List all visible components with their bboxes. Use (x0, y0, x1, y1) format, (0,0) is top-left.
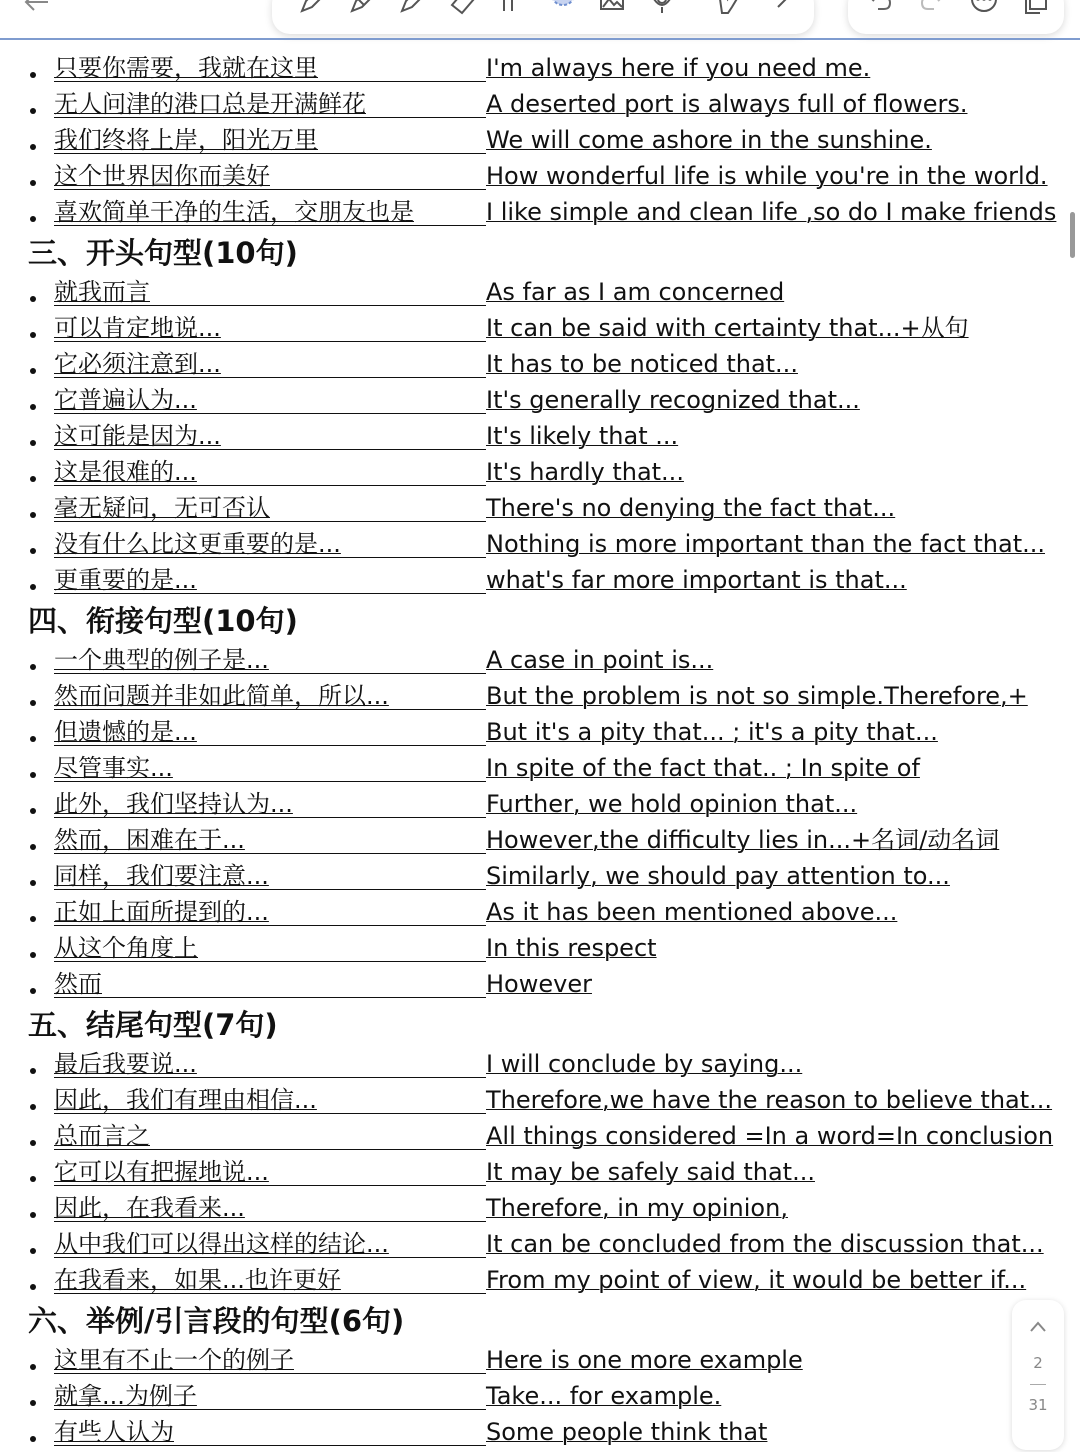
list-item (0, 1120, 1080, 1156)
list-item (0, 1084, 1080, 1120)
chinese-phrase: 有些人认为 (54, 1418, 174, 1446)
list-item (0, 1192, 1080, 1228)
english-phrase: It's generally recognized that... (486, 386, 860, 414)
bullet (30, 108, 36, 114)
english-phrase: However,the difficulty lies in...+名词/动名词 (486, 826, 1000, 854)
chinese-phrase: 一个典型的例子是... (54, 646, 269, 674)
list-item (0, 1380, 1080, 1416)
bullet (30, 1284, 36, 1290)
list-item (0, 528, 1080, 564)
english-phrase: In this respect (486, 934, 657, 962)
list-item (0, 492, 1080, 528)
bullet (30, 512, 36, 518)
more-icon[interactable] (966, 0, 1002, 16)
chinese-phrase: 这个世界因你而美好 (54, 162, 270, 190)
chinese-phrase: 它普遍认为... (54, 386, 197, 414)
chinese-phrase: 最后我要说... (54, 1050, 197, 1078)
english-phrase: It has to be noticed that... (486, 350, 798, 378)
english-phrase: As far as I am concerned (486, 278, 785, 306)
bullet (30, 808, 36, 814)
chinese-phrase: 因此，在我看来... (54, 1194, 245, 1222)
bullet (30, 368, 36, 374)
bullet (30, 1248, 36, 1254)
chinese-phrase: 同样，我们要注意... (54, 862, 269, 890)
bullet (30, 772, 36, 778)
english-phrase: But it's a pity that... ; it's a pity that... (486, 718, 938, 746)
list-item (0, 124, 1080, 160)
bullet (30, 1436, 36, 1442)
section-heading: 六、举例/引言段的句型(6句) (28, 1304, 405, 1338)
chinese-phrase: 这可能是因为... (54, 422, 221, 450)
chinese-phrase: 只要你需要，我就在这里 (54, 54, 318, 82)
bullet (30, 844, 36, 850)
marker-icon[interactable] (394, 0, 430, 16)
chinese-phrase: 然而 (54, 970, 102, 998)
chinese-phrase: 它可以有把握地说... (54, 1158, 269, 1186)
list-item (0, 896, 1080, 932)
english-phrase: It's hardly that... (486, 458, 684, 486)
bullet (30, 1364, 36, 1370)
list-item (0, 752, 1080, 788)
bullet (30, 404, 36, 410)
bullet (30, 1068, 36, 1074)
list-item (0, 824, 1080, 860)
english-phrase: However (486, 970, 592, 998)
chinese-phrase: 但遗憾的是... (54, 718, 197, 746)
list-item (0, 716, 1080, 752)
english-phrase: Some people think that (486, 1418, 768, 1446)
list-item (0, 456, 1080, 492)
list-item (0, 160, 1080, 196)
bullet (30, 664, 36, 670)
english-phrase: We will come ashore in the sunshine. (486, 126, 932, 154)
bullet (30, 180, 36, 186)
current-page: 2 (1033, 1354, 1043, 1372)
english-phrase: Similarly, we should pay attention to... (486, 862, 950, 890)
list-item (0, 384, 1080, 420)
lasso-icon[interactable] (544, 0, 580, 16)
list-item (0, 564, 1080, 600)
english-phrase: It can be said with certainty that...+从句 (486, 314, 969, 342)
chinese-phrase: 从这个角度上 (54, 934, 198, 962)
chinese-phrase: 然而，困难在于... (54, 826, 245, 854)
list-item (0, 348, 1080, 384)
text-icon[interactable] (494, 0, 530, 16)
english-phrase: I'm always here if you need me. (486, 54, 871, 82)
english-phrase: All things considered =In a word=In conclusion (486, 1122, 1054, 1150)
page-separator (1030, 1384, 1046, 1385)
eraser-icon[interactable] (444, 0, 480, 16)
chinese-phrase: 喜欢简单干净的生活，交朋友也是 (54, 198, 414, 226)
bullet (30, 988, 36, 994)
english-phrase: Nothing is more important than the fact that... (486, 530, 1045, 558)
list-item (0, 932, 1080, 968)
bullet (30, 880, 36, 886)
mic-icon[interactable] (644, 0, 680, 16)
english-phrase: But the problem is not so simple.Therefore,+ (486, 682, 1028, 710)
list-item (0, 420, 1080, 456)
list-item (0, 1156, 1080, 1192)
underline (54, 997, 486, 998)
list-item (0, 860, 1080, 896)
bullet (30, 144, 36, 150)
chinese-phrase: 这里有不止一个的例子 (54, 1346, 294, 1374)
chinese-phrase: 从中我们可以得出这样的结论... (54, 1230, 389, 1258)
bullet (30, 736, 36, 742)
section-heading: 三、开头句型(10句) (28, 236, 298, 270)
bullet (30, 296, 36, 302)
toolbar-divider (0, 38, 1080, 40)
english-phrase: How wonderful life is while you're in the world. (486, 162, 1048, 190)
top-toolbar (0, 0, 1080, 40)
copy-icon[interactable] (1018, 0, 1054, 16)
bullet (30, 584, 36, 590)
chinese-phrase: 它必须注意到... (54, 350, 221, 378)
list-item (0, 1416, 1080, 1452)
english-phrase: A deserted port is always full of flowers. (486, 90, 968, 118)
total-pages: 31 (1028, 1396, 1048, 1414)
bullet (30, 916, 36, 922)
chevron-right-icon[interactable] (764, 0, 800, 16)
english-phrase: From my point of view, it would be better if... (486, 1266, 1027, 1294)
bullet (30, 548, 36, 554)
english-phrase: Here is one more example (486, 1346, 803, 1374)
bullet (30, 1400, 36, 1406)
list-item (0, 196, 1080, 232)
chinese-phrase: 此外，我们坚持认为... (54, 790, 293, 818)
english-phrase: Further, we hold opinion that... (486, 790, 858, 818)
list-item (0, 1228, 1080, 1264)
chinese-phrase: 总而言之 (54, 1122, 150, 1150)
english-phrase: I will conclude by saying... (486, 1050, 803, 1078)
english-phrase: I like simple and clean life ,so do I make friends (486, 198, 1057, 226)
chinese-phrase: 无人问津的港口总是开满鲜花 (54, 90, 366, 118)
chinese-phrase: 我们终将上岸，阳光万里 (54, 126, 318, 154)
chinese-phrase: 然而问题并非如此简单，所以... (54, 682, 389, 710)
page-navigator[interactable] (1012, 1300, 1064, 1450)
undo-icon[interactable] (862, 0, 898, 16)
chinese-phrase: 可以肯定地说... (54, 314, 221, 342)
chevron-up-icon[interactable] (1026, 1316, 1050, 1336)
pen-icon[interactable] (294, 0, 330, 16)
english-phrase: In spite of the fact that.. ; In spite of (486, 754, 920, 782)
bullet (30, 1140, 36, 1146)
list-item (0, 680, 1080, 716)
english-phrase: Therefore,we have the reason to believe that... (486, 1086, 1053, 1114)
chinese-phrase: 在我看来，如果...也许更好 (54, 1266, 341, 1294)
chinese-phrase: 更重要的是... (54, 566, 197, 594)
redo-icon[interactable] (914, 0, 950, 16)
tool-palette (272, 0, 814, 34)
english-phrase: A case in point is... (486, 646, 714, 674)
english-phrase: It can be concluded from the discussion that... (486, 1230, 1044, 1258)
bullet (30, 952, 36, 958)
bullet (30, 1176, 36, 1182)
bullet (30, 476, 36, 482)
list-item (0, 276, 1080, 312)
list-item (0, 1264, 1080, 1300)
list-item (0, 1344, 1080, 1380)
chinese-phrase: 毫无疑问，无可否认 (54, 494, 270, 522)
list-item (0, 788, 1080, 824)
chinese-phrase: 这是很难的... (54, 458, 197, 486)
chinese-phrase: 正如上面所提到的... (54, 898, 269, 926)
chinese-phrase: 就拿...为例子 (54, 1382, 197, 1410)
chinese-phrase: 没有什么比这更重要的是... (54, 530, 341, 558)
scrollbar[interactable] (1070, 212, 1075, 258)
chinese-phrase: 因此，我们有理由相信... (54, 1086, 317, 1114)
english-phrase: As it has been mentioned above... (486, 898, 898, 926)
english-phrase: It may be safely said that... (486, 1158, 815, 1186)
list-item (0, 312, 1080, 348)
english-phrase: There's no denying the fact that... (486, 494, 896, 522)
list-item (0, 644, 1080, 680)
bullet (30, 700, 36, 706)
english-phrase: Take... for example. (486, 1382, 722, 1410)
english-phrase: what's far more important is that... (486, 566, 907, 594)
list-item (0, 52, 1080, 88)
bullet (30, 1212, 36, 1218)
section-heading: 五、结尾句型(7句) (28, 1008, 278, 1042)
list-item (0, 88, 1080, 124)
bullet (30, 1104, 36, 1110)
action-palette (848, 0, 1064, 34)
chinese-phrase: 尽管事实... (54, 754, 173, 782)
bullet (30, 72, 36, 78)
arrow-left-icon[interactable] (22, 0, 62, 24)
image-icon[interactable] (594, 0, 630, 16)
bullet (30, 332, 36, 338)
section-heading: 四、衔接句型(10句) (28, 604, 298, 638)
english-phrase: It's likely that ... (486, 422, 679, 450)
list-item (0, 1048, 1080, 1084)
english-phrase: Therefore, in my opinion, (486, 1194, 788, 1222)
list-item (0, 968, 1080, 1004)
highlighter-icon[interactable] (344, 0, 380, 16)
bullet (30, 440, 36, 446)
hand-icon[interactable] (710, 0, 746, 16)
bullet (30, 216, 36, 222)
chinese-phrase: 就我而言 (54, 278, 150, 306)
